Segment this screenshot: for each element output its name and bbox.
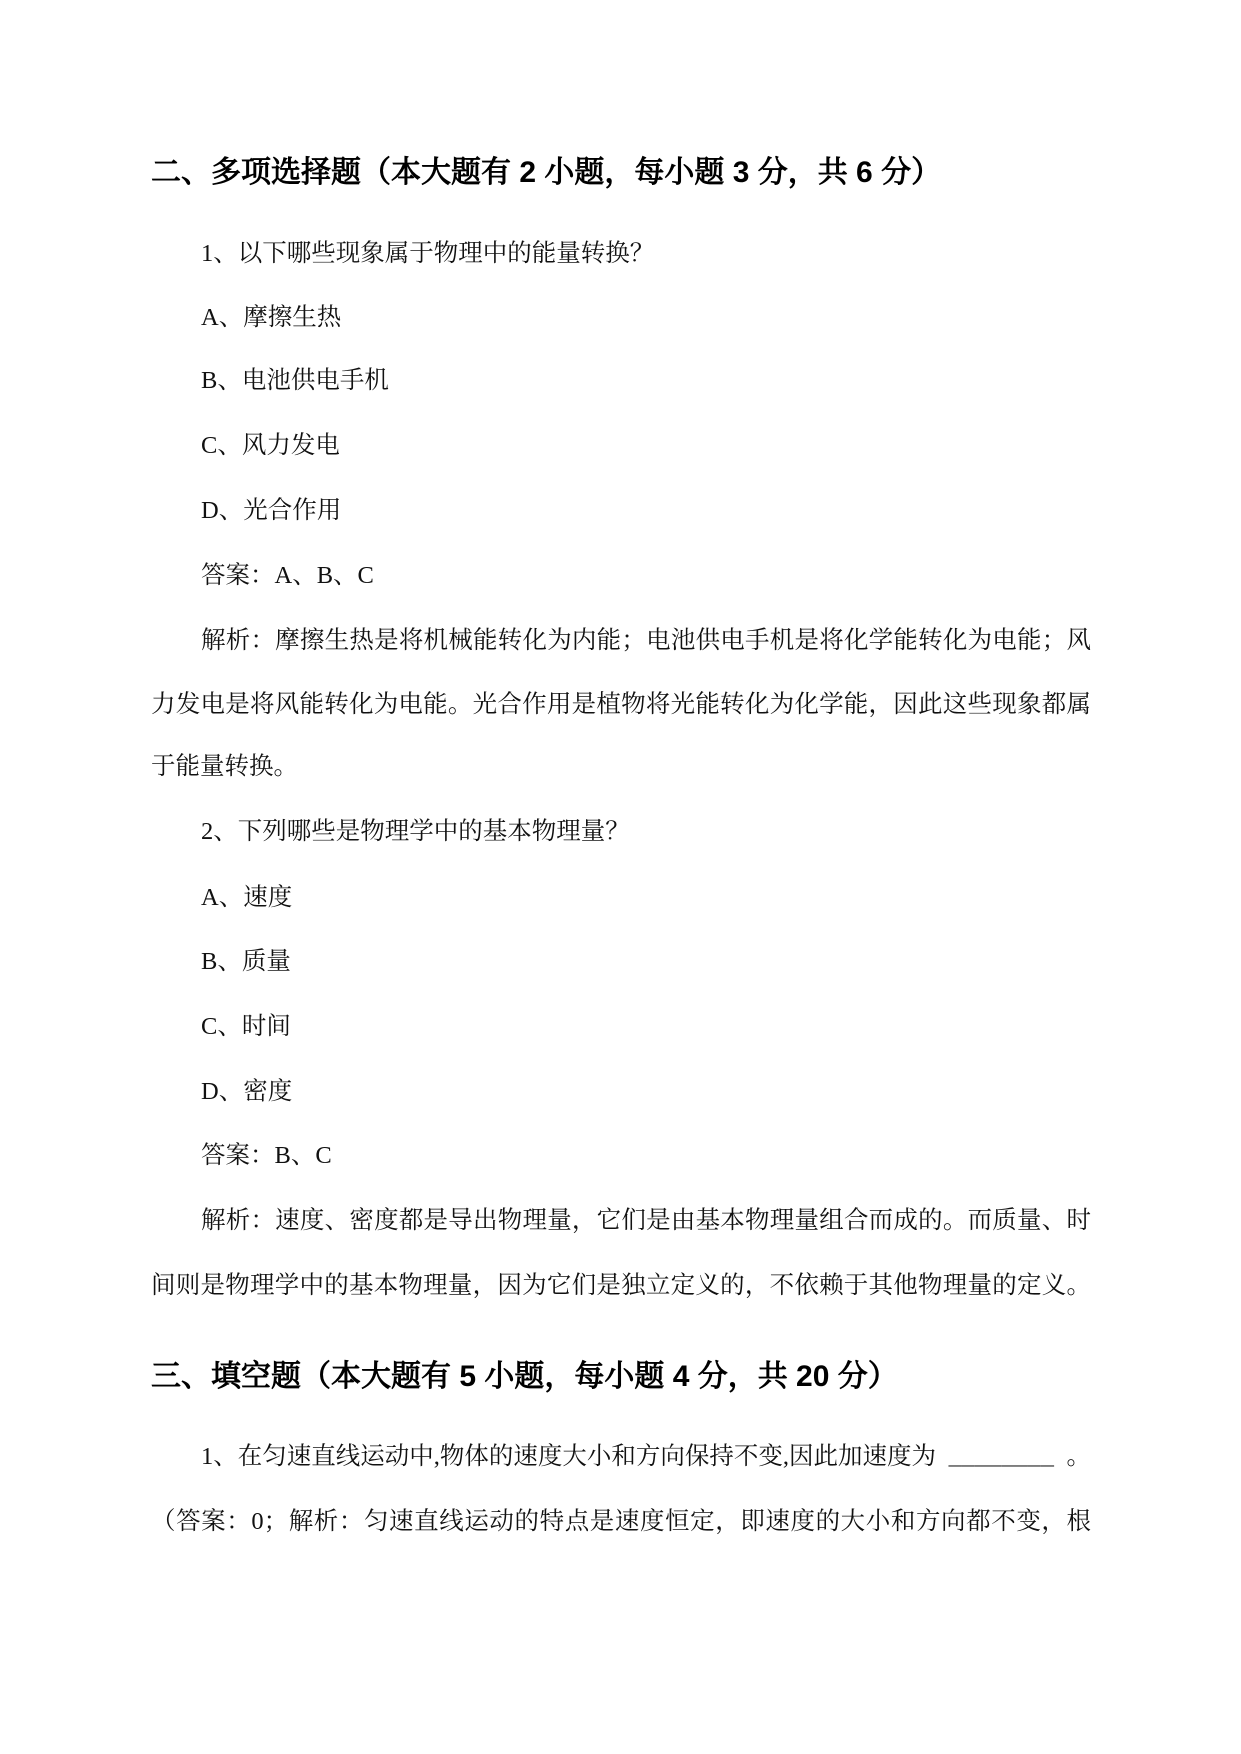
option-b: B、电池供电手机: [201, 367, 389, 394]
stem-end-punctuation: 。: [1066, 1443, 1091, 1470]
answer-text: 答案：A、B、C: [201, 562, 374, 589]
option-b: B、质量: [201, 948, 291, 975]
question-stem: 1、以下哪些现象属于物理中的能量转换？: [201, 240, 655, 267]
analysis-line: 解析：速度、密度都是导出物理量，它们是由基本物理量组合而成的。而质量、时: [201, 1207, 1091, 1234]
question-stem: 1、在匀速直线运动中,物体的速度大小和方向保持不变,因此加速度为: [201, 1443, 936, 1470]
option-a: A、摩擦生热: [201, 304, 342, 331]
answer-blank: ________: [948, 1446, 1055, 1471]
option-d: D、光合作用: [201, 497, 342, 524]
option-c: C、时间: [201, 1013, 291, 1040]
question-stem: 2、下列哪些是物理学中的基本物理量？: [201, 818, 630, 845]
answer-analysis-line: （答案：0；解析：匀速直线运动的特点是速度恒定，即速度的大小和方向都不变，根: [151, 1508, 1091, 1535]
option-d: D、密度: [201, 1078, 293, 1105]
analysis-line: 解析：摩擦生热是将机械能转化为内能；电池供电手机是将化学能转化为电能；风: [201, 627, 1091, 654]
answer-text: 答案：B、C: [201, 1142, 332, 1169]
analysis-line: 力发电是将风能转化为电能。光合作用是植物将光能转化为化学能，因此这些现象都属: [151, 691, 1091, 718]
option-a: A、速度: [201, 884, 293, 911]
analysis-line: 于能量转换。: [151, 753, 298, 780]
section-heading: 三、填空题（本大题有 5 小题，每小题 4 分，共 20 分）: [151, 1360, 898, 1393]
question-stem-line: [201, 1439, 1091, 1475]
analysis-line: 间则是物理学中的基本物理量，因为它们是独立定义的，不依赖于其他物理量的定义。: [151, 1272, 1091, 1299]
section-heading: 二、多项选择题（本大题有 2 小题，每小题 3 分，共 6 分）: [151, 156, 942, 189]
option-c: C、风力发电: [201, 432, 340, 459]
